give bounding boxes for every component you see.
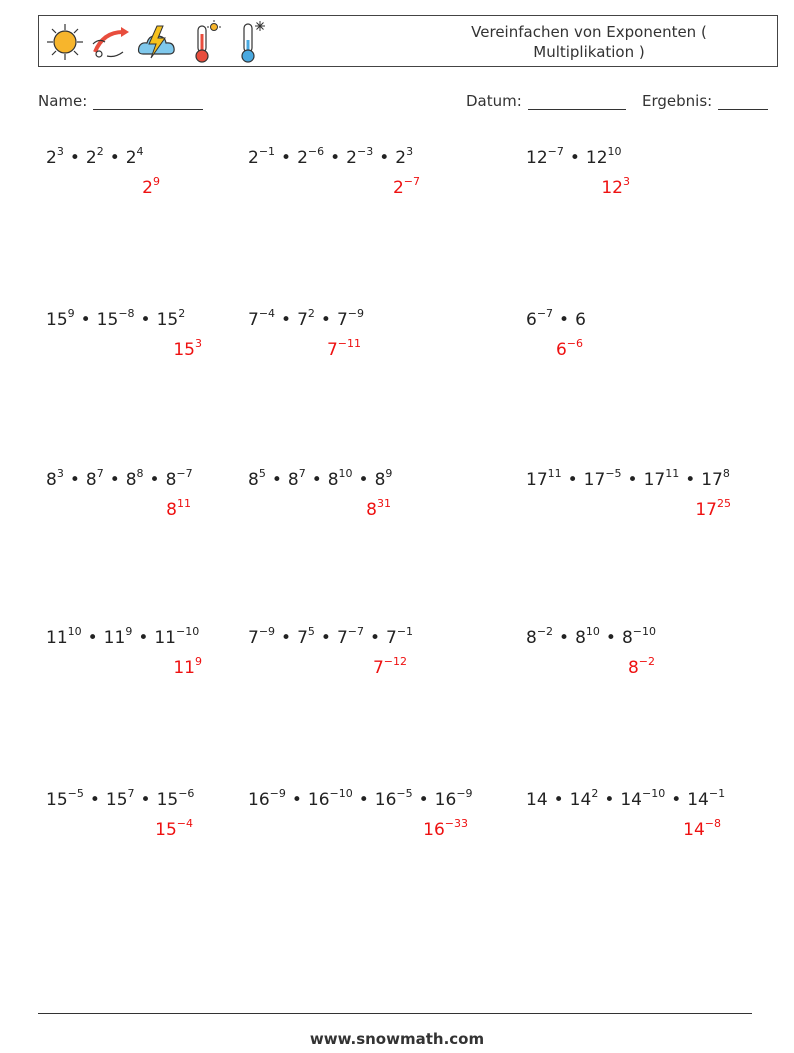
base: 8: [125, 470, 137, 490]
base: 11: [173, 658, 195, 678]
exponent: −7: [347, 625, 364, 638]
exponent: −5: [605, 467, 622, 480]
base: 7: [326, 340, 338, 360]
exponent: −8: [704, 817, 721, 830]
exponent: 11: [665, 467, 680, 480]
multiply-dot: •: [671, 790, 682, 810]
exponent: 5: [258, 467, 266, 480]
multiply-dot: •: [418, 790, 429, 810]
base: 7: [248, 310, 259, 330]
base: 7: [336, 628, 348, 648]
base: 16: [434, 790, 457, 810]
score-field: [642, 92, 768, 110]
answer: [627, 655, 655, 678]
exponent: −8: [118, 307, 135, 320]
exponent: 7: [127, 787, 135, 800]
exponent: −2: [536, 625, 554, 638]
date-blank[interactable]: [528, 93, 626, 110]
base: 7: [336, 310, 348, 330]
exponent: 11: [547, 467, 562, 480]
multiply-dot: •: [569, 148, 580, 168]
base: 11: [46, 628, 68, 648]
multiply-dot: •: [109, 148, 120, 168]
footer-divider: [38, 1013, 752, 1014]
exponent: −9: [347, 307, 364, 320]
multiply-dot: •: [685, 470, 696, 490]
multiply-dot: •: [138, 628, 149, 648]
base: 7: [297, 310, 308, 330]
base: 17: [643, 470, 666, 490]
exponent: −12: [383, 655, 407, 668]
base: 15: [156, 310, 179, 330]
base: 14: [687, 790, 709, 810]
problem-expression: [46, 467, 193, 490]
multiply-dot: •: [330, 148, 341, 168]
exponent: 9: [385, 467, 393, 480]
base: 2: [395, 148, 407, 168]
multiply-dot: •: [559, 310, 570, 330]
multiply-dot: •: [87, 628, 98, 648]
date-label: Datum:: [466, 92, 522, 110]
exponent: 7: [96, 467, 104, 480]
multiply-dot: •: [89, 790, 100, 810]
base: 12: [601, 178, 623, 198]
multiply-dot: •: [553, 790, 564, 810]
base: 8: [627, 658, 639, 678]
base: 8: [248, 470, 259, 490]
answer: [173, 655, 202, 678]
base: 8: [166, 500, 177, 520]
multiply-dot: •: [358, 470, 369, 490]
multiply-dot: •: [109, 470, 120, 490]
multiply-dot: •: [140, 310, 151, 330]
multiply-dot: •: [358, 790, 369, 810]
sun-icon: [43, 18, 87, 66]
base: 2: [392, 178, 404, 198]
answer: [601, 175, 630, 198]
exponent: −10: [329, 787, 353, 800]
exponent: −9: [269, 787, 286, 800]
multiply-dot: •: [320, 310, 331, 330]
multiply-dot: •: [605, 628, 616, 648]
multiply-dot: •: [69, 148, 80, 168]
base: 6: [555, 340, 567, 360]
worksheet-header: [38, 15, 778, 67]
base: 6: [575, 310, 586, 330]
problem-expression: [526, 625, 656, 648]
exponent: 10: [338, 467, 353, 480]
answer: [173, 337, 202, 360]
problem-expression: [526, 145, 622, 168]
exponent: −4: [258, 307, 276, 320]
base: 17: [695, 500, 717, 520]
base: 8: [46, 470, 57, 490]
problem-expression: [46, 307, 186, 330]
multiply-dot: •: [271, 470, 282, 490]
exponent: 3: [406, 145, 414, 158]
base: 15: [155, 820, 177, 840]
problem-expression: [46, 625, 200, 648]
exponent: 2: [96, 145, 104, 158]
exponent: −10: [632, 625, 656, 638]
multiply-dot: •: [559, 628, 570, 648]
footer-website: www.snowmath.com: [309, 1030, 485, 1048]
base: 14: [569, 790, 592, 810]
exponent: 3: [56, 467, 64, 480]
exponent: −1: [708, 787, 726, 800]
base: 17: [526, 470, 548, 490]
base: 7: [297, 628, 308, 648]
title-line-1: Vereinfachen von Exponenten (: [471, 23, 707, 41]
base: 2: [297, 148, 308, 168]
thermometer-hot-icon: [181, 18, 225, 66]
worksheet-title: [439, 22, 739, 62]
exponent: 9: [125, 625, 133, 638]
base: 17: [701, 470, 723, 490]
multiply-dot: •: [80, 310, 91, 330]
base: 2: [346, 148, 357, 168]
exponent: 4: [136, 145, 144, 158]
multiply-dot: •: [69, 470, 80, 490]
problem-expression: [248, 145, 414, 168]
exponent: 25: [717, 497, 731, 510]
base: 14: [526, 790, 548, 810]
answer: [555, 337, 583, 360]
multiply-dot: •: [369, 628, 381, 648]
answer: [372, 655, 407, 678]
base: 2: [248, 148, 259, 168]
base: 11: [154, 628, 176, 648]
exponent: −7: [547, 145, 564, 158]
base: 17: [583, 470, 606, 490]
base: 8: [621, 628, 633, 648]
exponent: 2: [591, 787, 599, 800]
base: 8: [85, 470, 97, 490]
exponent: 2: [178, 307, 186, 320]
problem-expression: [526, 467, 730, 490]
base: 8: [287, 470, 299, 490]
base: 8: [165, 470, 177, 490]
base: 12: [585, 148, 608, 168]
base: 8: [575, 628, 586, 648]
base: 12: [526, 148, 548, 168]
thermometer-cold-icon: [227, 18, 271, 66]
exponent: 9: [195, 655, 202, 668]
answer: [142, 175, 160, 198]
problem-expression: [248, 467, 393, 490]
multiply-dot: •: [291, 790, 302, 810]
base: 15: [46, 310, 68, 330]
exponent: 3: [56, 145, 64, 158]
exponent: 8: [136, 467, 144, 480]
base: 15: [105, 790, 128, 810]
storm-cloud-icon: [135, 18, 179, 66]
answer: [683, 817, 721, 840]
multiply-dot: •: [567, 470, 578, 490]
base: 14: [620, 790, 642, 810]
base: 8: [366, 500, 377, 520]
exponent: −10: [175, 625, 200, 638]
problem-expression: [46, 787, 195, 810]
exponent: 10: [585, 625, 600, 638]
exponent: −4: [176, 817, 193, 830]
exponent: −2: [638, 655, 655, 668]
exponent: −3: [356, 145, 374, 158]
multiply-dot: •: [140, 790, 151, 810]
answer: [166, 497, 191, 520]
problem-expression: [526, 307, 586, 330]
base: 6: [526, 310, 537, 330]
base: 16: [423, 820, 445, 840]
score-label: Ergebnis:: [642, 92, 713, 110]
problem-expression: [248, 307, 364, 330]
exponent: 2: [307, 307, 315, 320]
base: 14: [683, 820, 705, 840]
name-field: [38, 92, 203, 110]
problem-expression: [526, 787, 726, 810]
wind-icon: [89, 18, 133, 66]
exponent: −6: [178, 787, 195, 800]
exponent: −1: [396, 625, 414, 638]
multiply-dot: •: [627, 470, 638, 490]
multiply-dot: •: [604, 790, 615, 810]
date-field: [466, 92, 626, 110]
multiply-dot: •: [379, 148, 390, 168]
exponent: −5: [396, 787, 413, 800]
multiply-dot: •: [281, 310, 292, 330]
base: 2: [46, 148, 57, 168]
problem-expression: [248, 625, 414, 648]
base: 16: [248, 790, 270, 810]
multiply-dot: •: [281, 628, 292, 648]
score-blank[interactable]: [718, 93, 768, 110]
exponent: 10: [67, 625, 82, 638]
exponent: −5: [67, 787, 84, 800]
multiply-dot: •: [281, 148, 292, 168]
exponent: 8: [722, 467, 730, 480]
base: 2: [85, 148, 97, 168]
answer: [392, 175, 420, 198]
answer: [695, 497, 731, 520]
base: 15: [156, 790, 179, 810]
base: 16: [374, 790, 397, 810]
exponent: −7: [176, 467, 193, 480]
title-line-2: Multiplikation ): [533, 43, 645, 61]
base: 7: [372, 658, 384, 678]
base: 7: [248, 628, 259, 648]
exponent: −7: [403, 175, 420, 188]
base: 15: [173, 340, 195, 360]
multiply-dot: •: [311, 470, 322, 490]
base: 8: [526, 628, 537, 648]
multiply-dot: •: [320, 628, 331, 648]
exponent: −9: [456, 787, 473, 800]
answer: [155, 817, 193, 840]
exponent: −9: [258, 625, 276, 638]
exponent: −11: [337, 337, 361, 350]
exponent: 3: [195, 337, 202, 350]
exponent: 11: [177, 497, 191, 510]
name-blank[interactable]: [93, 93, 203, 110]
answer: [326, 337, 361, 360]
multiply-dot: •: [149, 470, 160, 490]
base: 15: [96, 310, 119, 330]
base: 2: [125, 148, 137, 168]
exponent: 7: [298, 467, 306, 480]
exponent: −7: [536, 307, 554, 320]
exponent: 9: [153, 175, 160, 188]
base: 8: [374, 470, 386, 490]
base: 16: [307, 790, 330, 810]
base: 11: [103, 628, 126, 648]
exponent: −6: [307, 145, 325, 158]
problem-expression: [248, 787, 473, 810]
exponent: 5: [307, 625, 315, 638]
exponent: −1: [258, 145, 276, 158]
problem-expression: [46, 145, 144, 168]
exponent: 9: [67, 307, 75, 320]
base: 7: [386, 628, 397, 648]
base: 2: [142, 178, 153, 198]
base: 8: [327, 470, 339, 490]
answer: [423, 817, 468, 840]
answer: [366, 497, 391, 520]
exponent: 31: [377, 497, 391, 510]
base: 15: [46, 790, 68, 810]
exponent: 3: [623, 175, 630, 188]
name-label: Name:: [38, 92, 88, 110]
exponent: −33: [444, 817, 468, 830]
exponent: 10: [607, 145, 622, 158]
exponent: −10: [641, 787, 666, 800]
exponent: −6: [566, 337, 583, 350]
